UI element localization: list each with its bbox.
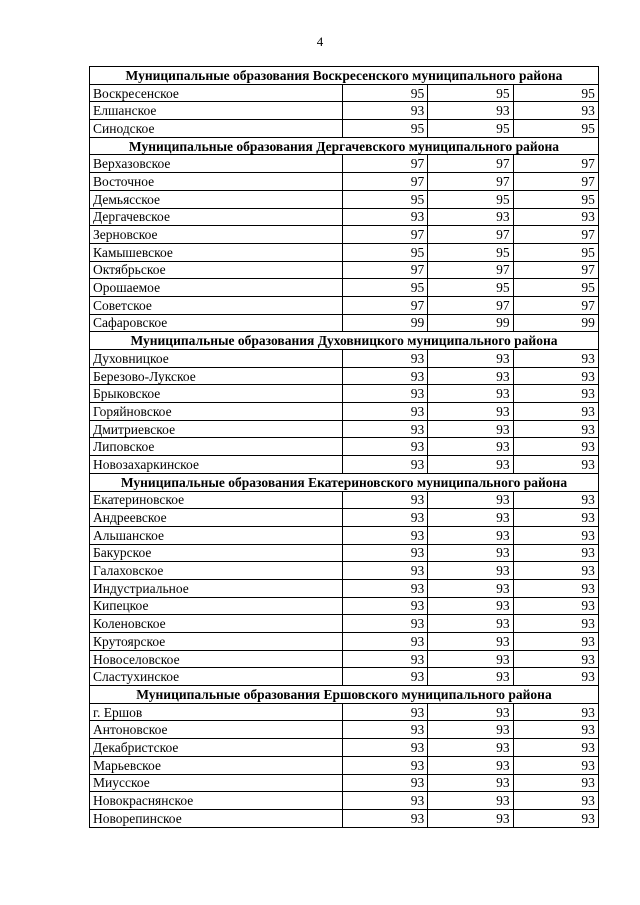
- table-row: [90, 668, 599, 686]
- settlement-name: Советское: [90, 296, 343, 314]
- table-row: [90, 792, 599, 810]
- table-row: [90, 456, 599, 474]
- value-cell: 93: [513, 102, 598, 120]
- value-cell: 93: [343, 739, 428, 757]
- value-cell: 93: [428, 668, 513, 686]
- value-cell: 93: [513, 526, 598, 544]
- value-cell: 93: [513, 579, 598, 597]
- value-cell: 97: [428, 226, 513, 244]
- value-cell: 97: [428, 173, 513, 191]
- section-header-row: [90, 137, 599, 155]
- value-cell: 93: [343, 703, 428, 721]
- settlement-name: Камышевское: [90, 243, 343, 261]
- settlement-name: Дергачевское: [90, 208, 343, 226]
- value-cell: 93: [428, 420, 513, 438]
- value-cell: 93: [343, 774, 428, 792]
- value-cell: 93: [428, 403, 513, 421]
- settlement-name: Елшанское: [90, 102, 343, 120]
- value-cell: 93: [343, 208, 428, 226]
- value-cell: 93: [513, 456, 598, 474]
- table-row: [90, 420, 599, 438]
- value-cell: 93: [343, 420, 428, 438]
- value-cell: 93: [428, 438, 513, 456]
- value-cell: 93: [343, 509, 428, 527]
- settlement-name: Новозахаркинское: [90, 456, 343, 474]
- table-body: [90, 67, 599, 828]
- municipal-table: [89, 66, 599, 828]
- value-cell: 93: [428, 774, 513, 792]
- value-cell: 97: [428, 155, 513, 173]
- section-header-row: [90, 686, 599, 704]
- value-cell: 97: [513, 155, 598, 173]
- value-cell: 95: [513, 190, 598, 208]
- settlement-name: Кипецкое: [90, 597, 343, 615]
- settlement-name: Крутоярское: [90, 633, 343, 651]
- settlement-name: Орошаемое: [90, 279, 343, 297]
- value-cell: 95: [428, 190, 513, 208]
- table-row: [90, 756, 599, 774]
- value-cell: 93: [343, 438, 428, 456]
- value-cell: 97: [343, 261, 428, 279]
- value-cell: 93: [428, 350, 513, 368]
- settlement-name: Галаховское: [90, 562, 343, 580]
- value-cell: 95: [513, 243, 598, 261]
- value-cell: 93: [343, 650, 428, 668]
- section-title: Муниципальные образования Дергачевского муниципального района: [90, 137, 599, 155]
- section-header-row: [90, 473, 599, 491]
- table-row: [90, 350, 599, 368]
- value-cell: 99: [343, 314, 428, 332]
- value-cell: 97: [428, 296, 513, 314]
- value-cell: 93: [343, 562, 428, 580]
- value-cell: 93: [428, 456, 513, 474]
- section-title: Муниципальные образования Духовницкого муниципального района: [90, 332, 599, 350]
- value-cell: 95: [513, 120, 598, 138]
- value-cell: 97: [513, 226, 598, 244]
- settlement-name: Восточное: [90, 173, 343, 191]
- settlement-name: г. Ершов: [90, 703, 343, 721]
- table-row: [90, 385, 599, 403]
- value-cell: 93: [428, 650, 513, 668]
- table-row: [90, 208, 599, 226]
- value-cell: 95: [343, 120, 428, 138]
- settlement-name: Сластухинское: [90, 668, 343, 686]
- value-cell: 93: [343, 597, 428, 615]
- settlement-name: Новокраснянское: [90, 792, 343, 810]
- value-cell: 93: [343, 579, 428, 597]
- settlement-name: Екатериновское: [90, 491, 343, 509]
- table-row: [90, 579, 599, 597]
- value-cell: 93: [428, 385, 513, 403]
- section-header-row: [90, 332, 599, 350]
- value-cell: 93: [513, 774, 598, 792]
- value-cell: 93: [343, 792, 428, 810]
- settlement-name: Сафаровское: [90, 314, 343, 332]
- table-row: [90, 526, 599, 544]
- value-cell: 93: [343, 615, 428, 633]
- value-cell: 97: [513, 296, 598, 314]
- value-cell: 93: [513, 756, 598, 774]
- settlement-name: Верхазовское: [90, 155, 343, 173]
- value-cell: 97: [343, 155, 428, 173]
- settlement-name: Дмитриевское: [90, 420, 343, 438]
- value-cell: 93: [428, 809, 513, 827]
- settlement-name: Воскресенское: [90, 84, 343, 102]
- settlement-name: Бакурское: [90, 544, 343, 562]
- value-cell: 93: [513, 633, 598, 651]
- value-cell: 93: [428, 756, 513, 774]
- table-row: [90, 703, 599, 721]
- table-row: [90, 650, 599, 668]
- value-cell: 93: [428, 544, 513, 562]
- table-row: [90, 261, 599, 279]
- value-cell: 95: [428, 84, 513, 102]
- settlement-name: Индустриальное: [90, 579, 343, 597]
- value-cell: 93: [428, 739, 513, 757]
- table-row: [90, 314, 599, 332]
- settlement-name: Синодское: [90, 120, 343, 138]
- value-cell: 97: [428, 261, 513, 279]
- value-cell: 93: [343, 526, 428, 544]
- settlement-name: Андреевское: [90, 509, 343, 527]
- value-cell: 93: [513, 208, 598, 226]
- value-cell: 93: [513, 721, 598, 739]
- value-cell: 93: [343, 456, 428, 474]
- table-row: [90, 155, 599, 173]
- value-cell: 93: [343, 403, 428, 421]
- value-cell: 95: [428, 120, 513, 138]
- value-cell: 93: [513, 509, 598, 527]
- value-cell: 97: [343, 173, 428, 191]
- value-cell: 93: [343, 544, 428, 562]
- settlement-name: Зерновское: [90, 226, 343, 244]
- table-row: [90, 721, 599, 739]
- value-cell: 93: [513, 792, 598, 810]
- value-cell: 93: [343, 756, 428, 774]
- table-row: [90, 438, 599, 456]
- settlement-name: Антоновское: [90, 721, 343, 739]
- settlement-name: Демьясское: [90, 190, 343, 208]
- table-row: [90, 120, 599, 138]
- table-row: [90, 279, 599, 297]
- settlement-name: Липовское: [90, 438, 343, 456]
- value-cell: 93: [428, 526, 513, 544]
- section-title: Муниципальные образования Ершовского муниципального района: [90, 686, 599, 704]
- value-cell: 93: [513, 597, 598, 615]
- table-row: [90, 243, 599, 261]
- value-cell: 93: [428, 367, 513, 385]
- table-row: [90, 403, 599, 421]
- value-cell: 95: [513, 279, 598, 297]
- value-cell: 93: [428, 509, 513, 527]
- value-cell: 93: [513, 650, 598, 668]
- value-cell: 93: [513, 615, 598, 633]
- value-cell: 93: [428, 597, 513, 615]
- table-row: [90, 84, 599, 102]
- value-cell: 97: [513, 261, 598, 279]
- settlement-name: Декабристское: [90, 739, 343, 757]
- value-cell: 95: [428, 279, 513, 297]
- value-cell: 93: [428, 615, 513, 633]
- value-cell: 95: [343, 190, 428, 208]
- value-cell: 95: [343, 279, 428, 297]
- value-cell: 97: [343, 296, 428, 314]
- value-cell: 93: [343, 633, 428, 651]
- value-cell: 95: [513, 84, 598, 102]
- value-cell: 93: [428, 562, 513, 580]
- settlement-name: Березово-Лукское: [90, 367, 343, 385]
- value-cell: 93: [343, 385, 428, 403]
- value-cell: 93: [428, 633, 513, 651]
- value-cell: 93: [513, 739, 598, 757]
- section-title: Муниципальные образования Воскресенского муниципального района: [90, 67, 599, 85]
- value-cell: 93: [343, 350, 428, 368]
- value-cell: 93: [513, 350, 598, 368]
- value-cell: 93: [428, 721, 513, 739]
- value-cell: 93: [513, 703, 598, 721]
- table-row: [90, 509, 599, 527]
- value-cell: 93: [513, 491, 598, 509]
- value-cell: 93: [343, 809, 428, 827]
- table-row: [90, 633, 599, 651]
- value-cell: 93: [343, 491, 428, 509]
- table-row: [90, 739, 599, 757]
- value-cell: 93: [428, 792, 513, 810]
- settlement-name: Октябрьское: [90, 261, 343, 279]
- value-cell: 93: [513, 403, 598, 421]
- value-cell: 95: [343, 84, 428, 102]
- table-row: [90, 190, 599, 208]
- table-row: [90, 367, 599, 385]
- value-cell: 93: [513, 562, 598, 580]
- table-row: [90, 774, 599, 792]
- value-cell: 93: [428, 703, 513, 721]
- settlement-name: Духовницкое: [90, 350, 343, 368]
- value-cell: 93: [513, 367, 598, 385]
- table-row: [90, 173, 599, 191]
- value-cell: 97: [513, 173, 598, 191]
- table-row: [90, 102, 599, 120]
- table-row: [90, 562, 599, 580]
- settlement-name: Коленовское: [90, 615, 343, 633]
- settlement-name: Брыковское: [90, 385, 343, 403]
- value-cell: 93: [343, 721, 428, 739]
- value-cell: 93: [428, 102, 513, 120]
- value-cell: 99: [428, 314, 513, 332]
- value-cell: 93: [513, 385, 598, 403]
- value-cell: 93: [343, 367, 428, 385]
- table-row: [90, 296, 599, 314]
- value-cell: 95: [428, 243, 513, 261]
- settlement-name: Горяйновское: [90, 403, 343, 421]
- settlement-name: Миусское: [90, 774, 343, 792]
- section-header-row: [90, 67, 599, 85]
- table-row: [90, 226, 599, 244]
- value-cell: 99: [513, 314, 598, 332]
- value-cell: 93: [343, 668, 428, 686]
- value-cell: 93: [513, 438, 598, 456]
- settlement-name: Новоселовское: [90, 650, 343, 668]
- settlement-name: Новорепинское: [90, 809, 343, 827]
- settlement-name: Марьевское: [90, 756, 343, 774]
- value-cell: 93: [428, 208, 513, 226]
- settlement-name: Альшанское: [90, 526, 343, 544]
- table-row: [90, 544, 599, 562]
- value-cell: 95: [343, 243, 428, 261]
- value-cell: 93: [513, 668, 598, 686]
- page-number: 4: [316, 34, 324, 49]
- table-row: [90, 809, 599, 827]
- value-cell: 93: [513, 420, 598, 438]
- table-row: [90, 615, 599, 633]
- table-row: [90, 597, 599, 615]
- section-title: Муниципальные образования Екатериновского муниципального района: [90, 473, 599, 491]
- value-cell: 93: [513, 544, 598, 562]
- value-cell: 93: [428, 579, 513, 597]
- value-cell: 93: [343, 102, 428, 120]
- value-cell: 97: [343, 226, 428, 244]
- value-cell: 93: [428, 491, 513, 509]
- value-cell: 93: [513, 809, 598, 827]
- table-row: [90, 491, 599, 509]
